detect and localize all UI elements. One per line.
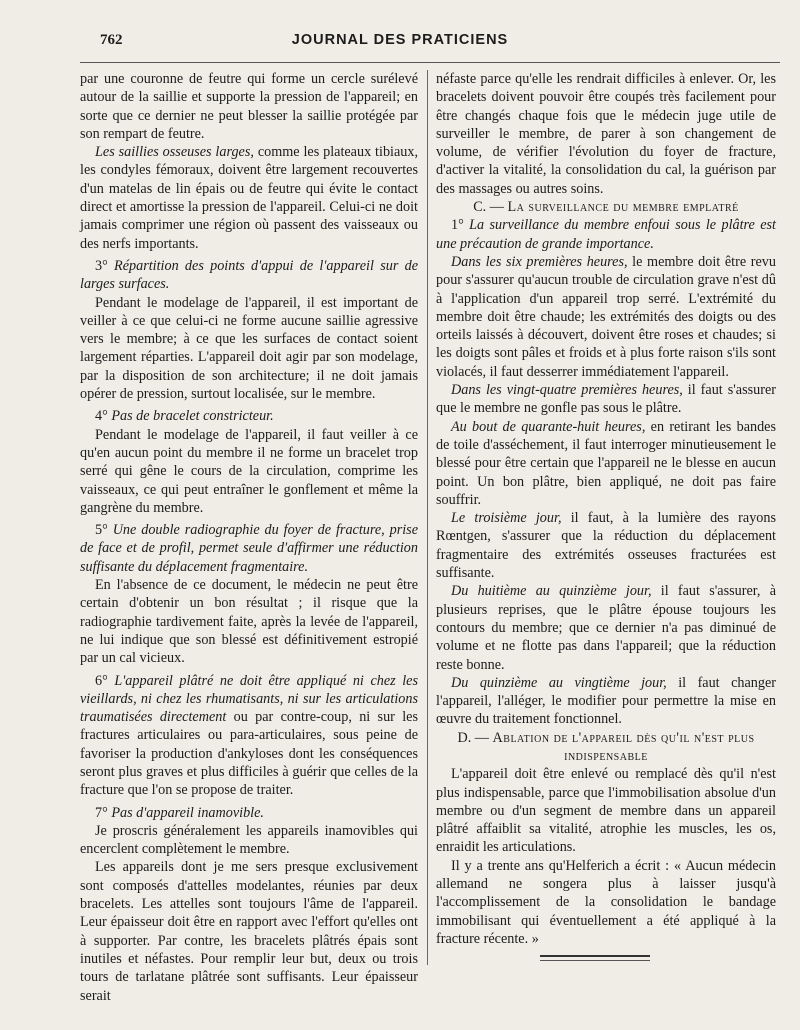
section-heading-d: D. — Ablation de l'appareil dès qu'il n'est plus indispensable xyxy=(457,729,755,764)
paragraph: Le troisième jour, il faut, à la lumière des rayons Rœntgen, s'assurer que la réduction du déplacement fragmentaire des extrémités osseuses fracturées est suffisante. xyxy=(436,510,777,582)
paragraph: L'appareil doit être enlevé ou remplacé dès qu'il n'est plus indispensable, parce que l'immobilisation absolue d'un membre ou d'un segment de membre dans un appareil plâtré affaiblit sa vitalité, atrophie les muscles, les os, enraidit les articulations. xyxy=(436,766,776,856)
paragraph: Dans les vingt-quatre premières heures, il faut s'assurer que le membre ne gonfle pas sous le plâtre. xyxy=(436,382,776,417)
paragraph: En l'absence de ce document, le médecin ne peut être certain d'obtenir un bon résultat ; il risque que la radiographie tardivement faite, après la levée de l'appareil, ne lui indique que son blessé est définitivement estropié par un cal vicieux. xyxy=(80,577,418,667)
column-divider xyxy=(427,70,428,965)
numbered-heading: 6° L'appareil plâtré ne doit être appliqué ni chez les vieillards, ni chez les rhumatisants, ni sur les articulations traumatisées directement ou par contre-coup, ni sur les fractures articulaires ou para-articulaires, sous peine de favoriser la production d'ankyloses dont les conséquences seront plus graves et plus difficiles à guérir que celles de la fracture que l'on se propose de traiter. xyxy=(80,672,418,799)
paragraph: par une couronne de feutre qui forme un cercle surélevé autour de la saillie et supporte la pression de l'appareil; en sorte que ce dernier ne peut blesser la saillie protégée par son rempart de feutre. xyxy=(80,71,418,142)
paragraph: Les saillies osseuses larges, comme les plateaux tibiaux, les condyles fémoraux, doivent être largement recouvertes d'un matelas de lin épais ou de feutre qui évite le contact direct et amortisse la pression de l'appareil. Celui-ci ne doit jamais comprimer une région où passent des vaisseaux ou des nerfs importants. xyxy=(80,144,419,252)
page-header xyxy=(0,32,800,54)
paragraph: Du quinzième au vingtième jour, il faut changer l'appareil, l'alléger, le modifier pour permettre la mise en œuvre du traitement fonctionnel. xyxy=(436,674,776,728)
paragraph: Du huitième au quinzième jour, il faut s'assurer, à plusieurs reprises, que le plâtre épouse toujours les contours du membre; que ce dernier n'a pas diminué de volume et ne flotte pas dans l'appareil; que la réduction reste bonne. xyxy=(436,583,776,673)
left-column xyxy=(80,70,418,1005)
page-number: 762 xyxy=(100,32,123,48)
italic-lead: Les saillies osseuses larges, xyxy=(95,144,254,161)
paragraph: Au bout de quarante-huit heures, en retirant les bandes de toile d'asséchement, il faut interroger minutieusement le blessé pour être certain que l'appareil ne le blesse en aucun point. Un bon plâtre, bien appliqué, ne doit pas faire souffrir. xyxy=(436,418,777,508)
numbered-heading: 3° Répartition des points d'appui de l'appareil sur de larges surfaces. xyxy=(80,257,418,293)
paragraph: néfaste parce qu'elle les rendrait difficiles à enlever. Or, les bracelets doivent pouvoir être coupés très facilement pour être changés chaque fois que le médecin juge utile de surveiller le membre, de parer à son changement de volume, de vérifier l'évolution du foyer de fracture, d'activer la vitalité, la consolidation du cal, la guérison par des massages ou autres soins. xyxy=(436,71,776,197)
numbered-heading: 5° Une double radiographie du foyer de fracture, prise de face et de profil, permet seule d'affirmer une réduction suffisante du déplacement fragmentaire. xyxy=(80,522,418,575)
numbered-heading: 4° Pas de bracelet constricteur. xyxy=(95,408,274,425)
end-rule xyxy=(540,955,650,957)
numbered-heading: 7° Pas d'appareil inamovible. xyxy=(95,804,264,821)
numbered-heading: 1° La surveillance du membre enfoui sous le plâtre est une précaution de grande importance. xyxy=(436,217,776,252)
paragraph: Il y a trente ans qu'Helferich a écrit : « Aucun médecin allemand ne songera plus à laisser jusqu'à l'accomplissement de la consolidation le bandage immobilisant qui éventuellement a été appliqué à la fracture récente. » xyxy=(436,857,776,947)
paragraph: Pendant le modelage de l'appareil, il faut veiller à ce qu'en aucun point du membre il ne forme un bracelet trop serré qui gêne le cours de la circulation, comprime les vaisseaux, ce qui peut entraîner le gonflement et même la gangrène du membre. xyxy=(80,426,418,516)
paragraph: Dans les six premières heures, le membre doit être revu pour s'assurer qu'aucun trouble de circulation grave n'est dû à l'application d'un appareil trop serré. L'extrémité du membre doit être chaude; les extrémités des doigts ou des orteils laissés à découvert, doivent être roses et chaudes; si les doigts sont pâles et froids et à plus forte raison s'ils sont violacés, il faut desserrer immédiatement l'appareil. xyxy=(436,253,776,380)
paragraph: Pendant le modelage de l'appareil, il est important de veiller à ce que celui-ci ne forme aucune saillie agressive vers le membre; à ce que les surfaces de contact soient largement réparties. L'appareil doit agir par son modelage, par la disposition de son architecture; il ne doit jamais opérer de pression, surtout localisée, sur le membre. xyxy=(80,294,418,403)
section-heading-c: C. — La surveillance du membre emplatré xyxy=(473,199,739,216)
right-column xyxy=(436,70,776,948)
end-rule-thin xyxy=(540,960,650,961)
header-rule xyxy=(80,62,780,63)
paragraph: Les appareils dont je me sers presque exclusivement sont composés d'attelles modelantes, réunies par deux bracelets. Les attelles sont toujours l'âme de l'appareil. Leur épaisseur doit être en rapport avec l'effort qu'elles ont à supporter. Par contre, les bracelets plâtrés épais sont inutiles et néfastes. Pour remplir leur but, deux ou trois tours de tarlatane plâtrée sont suffisants. Leur épaisseur serait xyxy=(80,859,418,1004)
paragraph: Je proscris généralement les appareils inamovibles qui encerclent complètement le membre. xyxy=(80,822,418,858)
journal-title: JOURNAL DES PRATICIENS xyxy=(291,32,509,48)
